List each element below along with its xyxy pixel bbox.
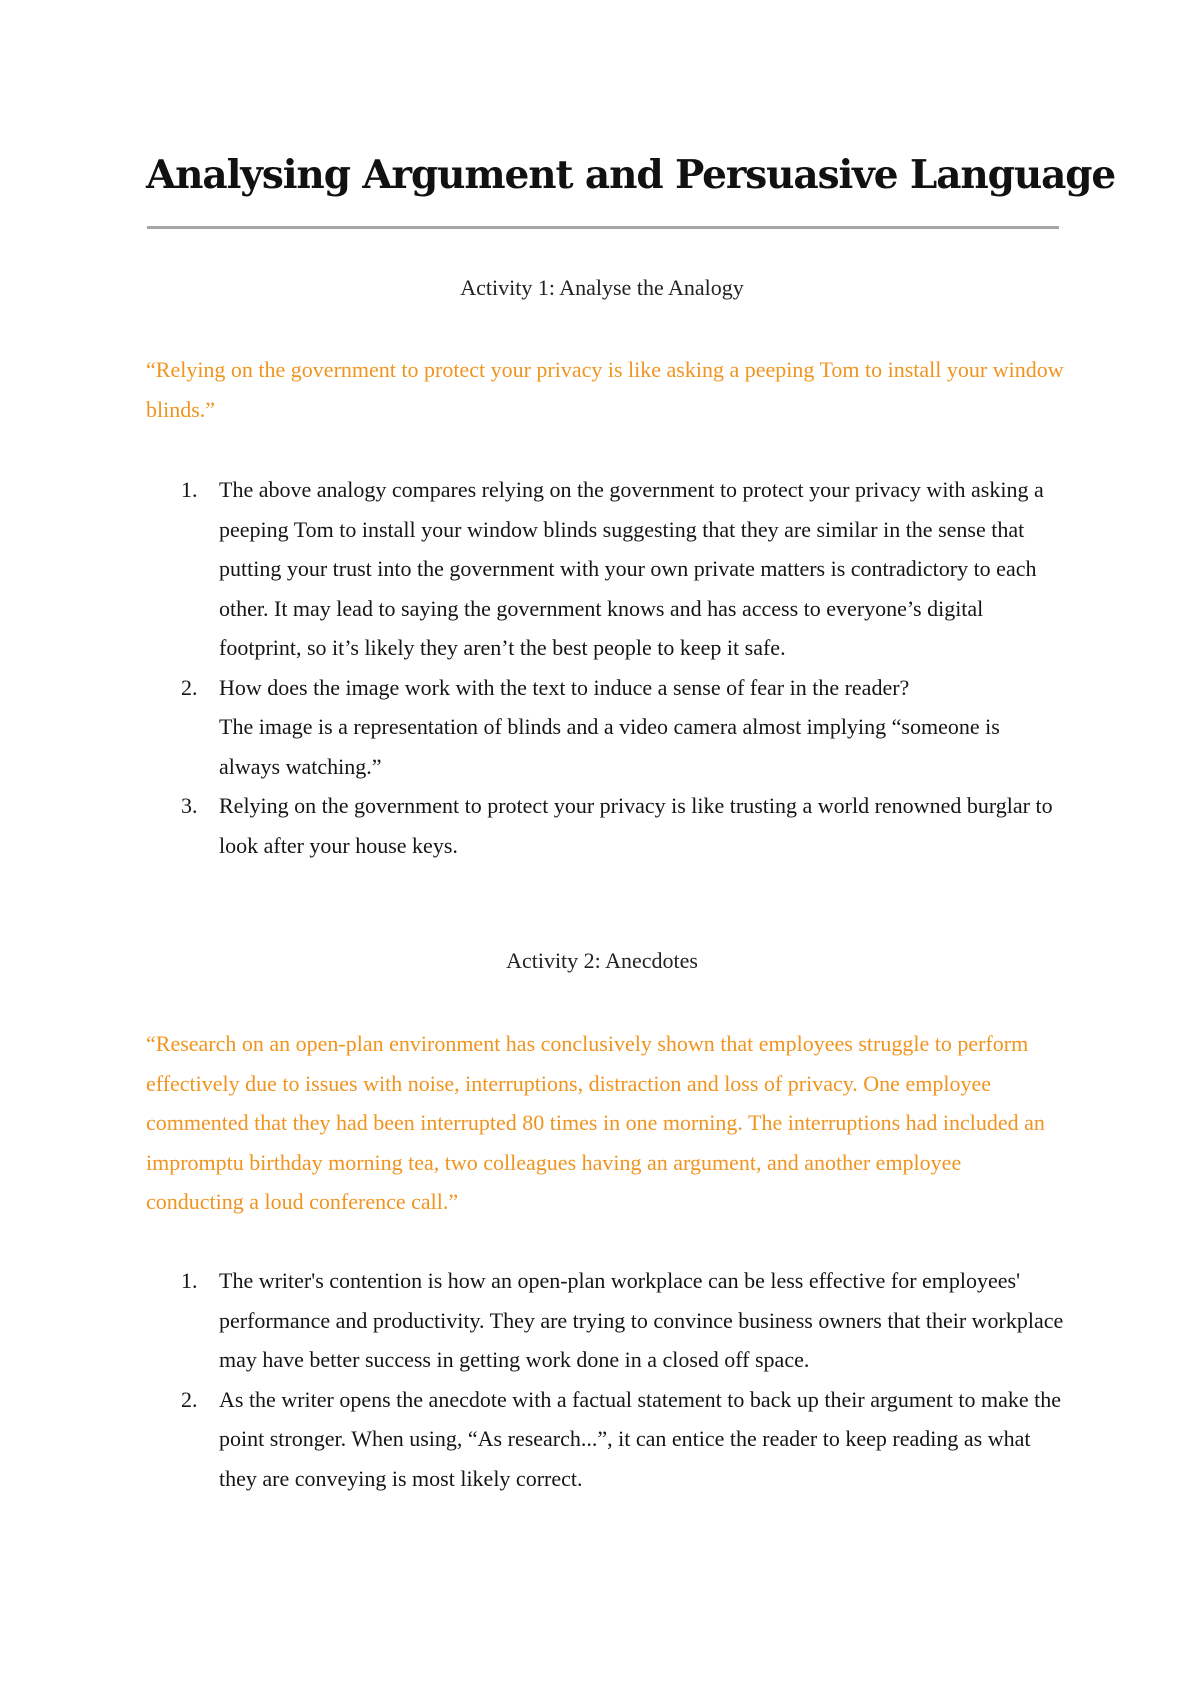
list-item-text: Relying on the government to protect your privacy is like trusting a world renowned burglar to look after your house keys. <box>219 793 1053 858</box>
list-item-text: The above analogy compares relying on the government to protect your privacy with asking a peeping Tom to install your window blinds suggesting that they are similar in the sense that putting your trust into the government with your own private matters is contradictory to each other. It may lead to saying the government knows and has access to everyone’s digital footprint, so it’s likely they aren’t the best people to keep it safe. <box>219 477 1044 660</box>
title-divider <box>147 226 1059 229</box>
list-item <box>146 786 1064 865</box>
list-item-text: As the writer opens the anecdote with a factual statement to back up their argument to make the point stronger. When using, “As research...”, it can entice the reader to keep reading as what they are conveying is most likely correct. <box>219 1386 1062 1491</box>
activity-2-quote: “Research on an open-plan environment has conclusively shown that employees struggle to perform effectively due to issues with noise, interruptions, distraction and loss of privacy. One employee commented that they had been interrupted 80 times in one morning. The interruptions had included an impromptu birthday morning tea, two colleagues having an argument, and another employee conducting a loud conference call.” <box>146 1031 1045 1214</box>
list-item <box>146 668 1064 787</box>
list-item-number: 2. <box>181 1386 198 1412</box>
activity-2-heading: Activity 2: Anecdotes <box>506 948 698 973</box>
activity-2-answers <box>146 1261 1064 1498</box>
list-item <box>146 470 1064 668</box>
activity-1-answers <box>146 470 1064 865</box>
activity-1-heading: Activity 1: Analyse the Analogy <box>460 275 744 300</box>
list-item <box>146 1380 1064 1499</box>
list-item-number: 3. <box>181 793 198 818</box>
list-item-number: 1. <box>181 1268 198 1293</box>
list-item-number: 2. <box>181 674 198 700</box>
list-item-number: 1. <box>181 477 198 502</box>
list-item-text: The writer's contention is how an open-plan workplace can be less effective for employees' performance and productivity. They are trying to convince business owners that their workplace may have better success in getting work done in a closed off space. <box>219 1268 1064 1372</box>
list-item-text: The image is a representation of blinds and a video camera almost implying “someone is always watching.” <box>219 714 1000 779</box>
document-title: Analysing Argument and Persuasive Language <box>146 152 1116 198</box>
list-item-question: How does the image work with the text to induce a sense of fear in the reader? <box>219 674 910 700</box>
list-item <box>146 1261 1064 1380</box>
activity-1-quote: “Relying on the government to protect your privacy is like asking a peeping Tom to install your window blinds.” <box>146 357 1064 422</box>
